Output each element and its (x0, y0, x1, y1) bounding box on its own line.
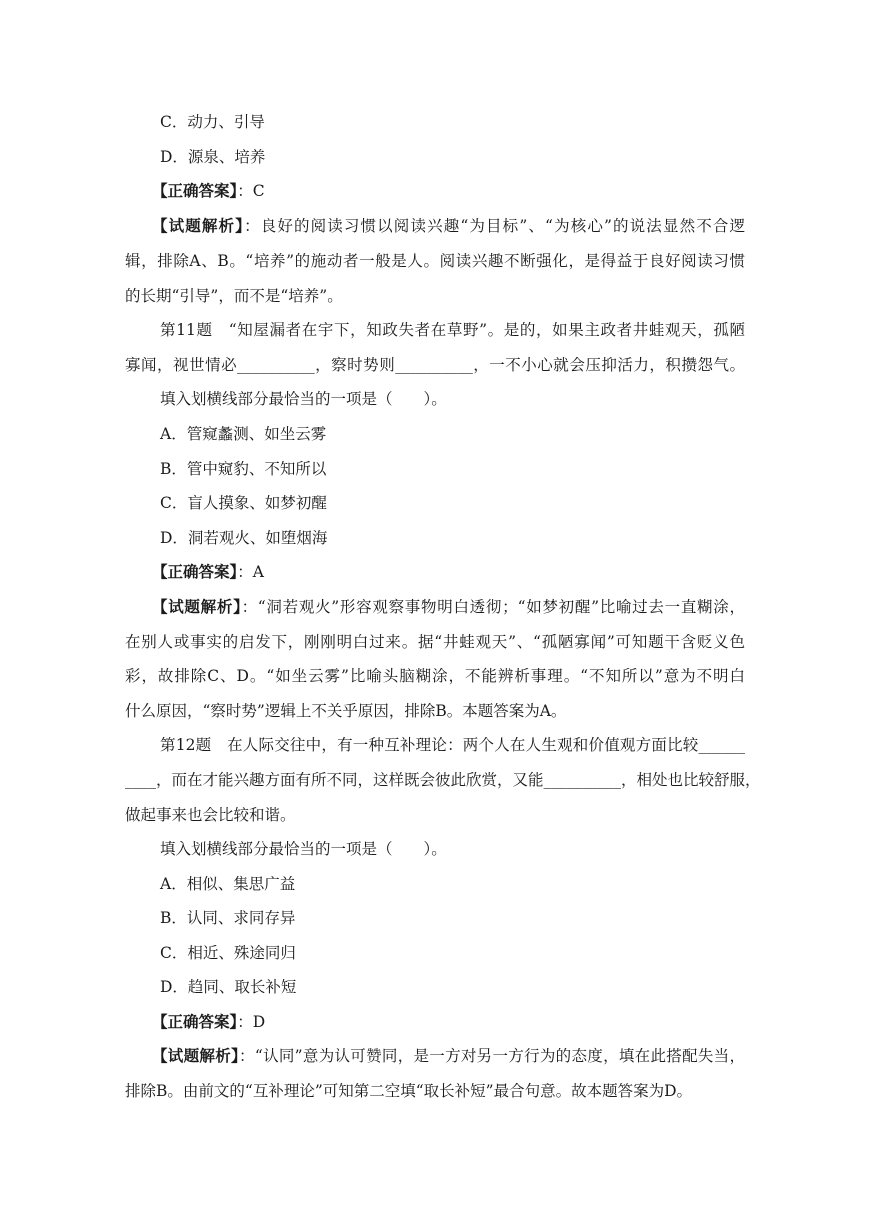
q12-option-c: C．相近、殊途同归 (160, 944, 296, 962)
q11-option-a: A．管窥蠡测、如坐云雾 (160, 425, 327, 443)
analysis-text: ：“洞若观火”形容观察事物明白透彻；“如梦初醒”比喻过去一直糊涂， (241, 598, 745, 616)
analysis-label: 【试题解析】 (152, 598, 242, 616)
analysis-label: 【试题解析】 (152, 217, 245, 235)
q11-analysis-line-4: 什么原因，“察时势”逻辑上不关乎原因，排除B。本题答案为A。 (125, 702, 567, 720)
q12-stem-line-3: 做起事来也会比较和谐。 (125, 806, 296, 824)
q10-answer (152, 181, 265, 201)
q12-option-b: B．认同、求同存异 (160, 909, 296, 927)
answer-value: ：D (237, 1013, 266, 1031)
q10-analysis-line-3: 的长期“引导”，而不是“培养”。 (125, 287, 343, 305)
answer-label: 【正确答案】 (152, 563, 238, 581)
answer-value: ：C (237, 182, 265, 200)
q10-analysis-line-2: 辑，排除A、B。“培养”的施动者一般是人。阅读兴趣不断强化，是得益于良好阅读习惯 (125, 252, 745, 270)
q11-answer (152, 562, 264, 582)
q12-stem-line-2: ____，而在才能兴趣方面有所不同，这样既会彼此欣赏，又能__________，相处也比较舒服， (125, 771, 761, 789)
q11-stem-line-1: 第11题 “知屋漏者在宇下，知政失者在草野”。是的，如果主政者井蛙观天，孤陋 (160, 321, 745, 339)
answer-value: ：A (237, 563, 264, 581)
q11-option-d: D．洞若观火、如堕烟海 (160, 529, 328, 547)
answer-label: 【正确答案】 (152, 182, 238, 200)
q10-option-c: C．动力、引导 (160, 113, 265, 131)
analysis-text: ：良好的阅读习惯以阅读兴趣“为目标”、“为核心”的说法显然不合逻 (244, 217, 745, 235)
q12-analysis-line-2: 排除B。由前文的“互补理论”可知第二空填“取长补短”最合句意。故本题答案为D。 (125, 1082, 693, 1100)
q11-prompt: 填入划横线部分最恰当的一项是（ ）。 (160, 390, 447, 408)
q11-analysis-line-1 (152, 597, 745, 617)
q11-analysis-line-3: 彩，故排除C、D。“如坐云雾”比喻头脑糊涂，不能辨析事理。“不知所以”意为不明白 (125, 667, 745, 685)
answer-label: 【正确答案】 (152, 1013, 238, 1031)
q12-option-d: D．趋同、取长补短 (160, 978, 297, 996)
q11-stem-line-2: 寡闻，视世情必__________，察时势则__________，一不小心就会压抑活力，积攒怨气。 (125, 356, 745, 374)
q11-analysis-line-2: 在别人或事实的启发下，刚刚明白过来。据“井蛙观天”、“孤陋寡闻”可知题干含贬义色 (125, 633, 745, 651)
q12-analysis-line-1 (152, 1046, 745, 1066)
q10-analysis-line-1 (152, 216, 745, 236)
q11-option-c: C．盲人摸象、如梦初醒 (160, 494, 327, 512)
q11-option-b: B．管中窥豹、不知所以 (160, 460, 327, 478)
q12-answer (152, 1012, 266, 1032)
analysis-text: ：“认同”意为认可赞同，是一方对另一方行为的态度，填在此搭配失当， (239, 1047, 745, 1065)
q10-option-d: D．源泉、培养 (160, 148, 266, 166)
q12-prompt: 填入划横线部分最恰当的一项是（ ）。 (160, 840, 447, 858)
q12-option-a: A．相似、集思广益 (160, 875, 296, 893)
analysis-label: 【试题解析】 (152, 1047, 240, 1065)
q12-stem-line-1: 第12题 在人际交往中，有一种互补理论：两个人在人生观和价值观方面比较______ (160, 736, 745, 754)
